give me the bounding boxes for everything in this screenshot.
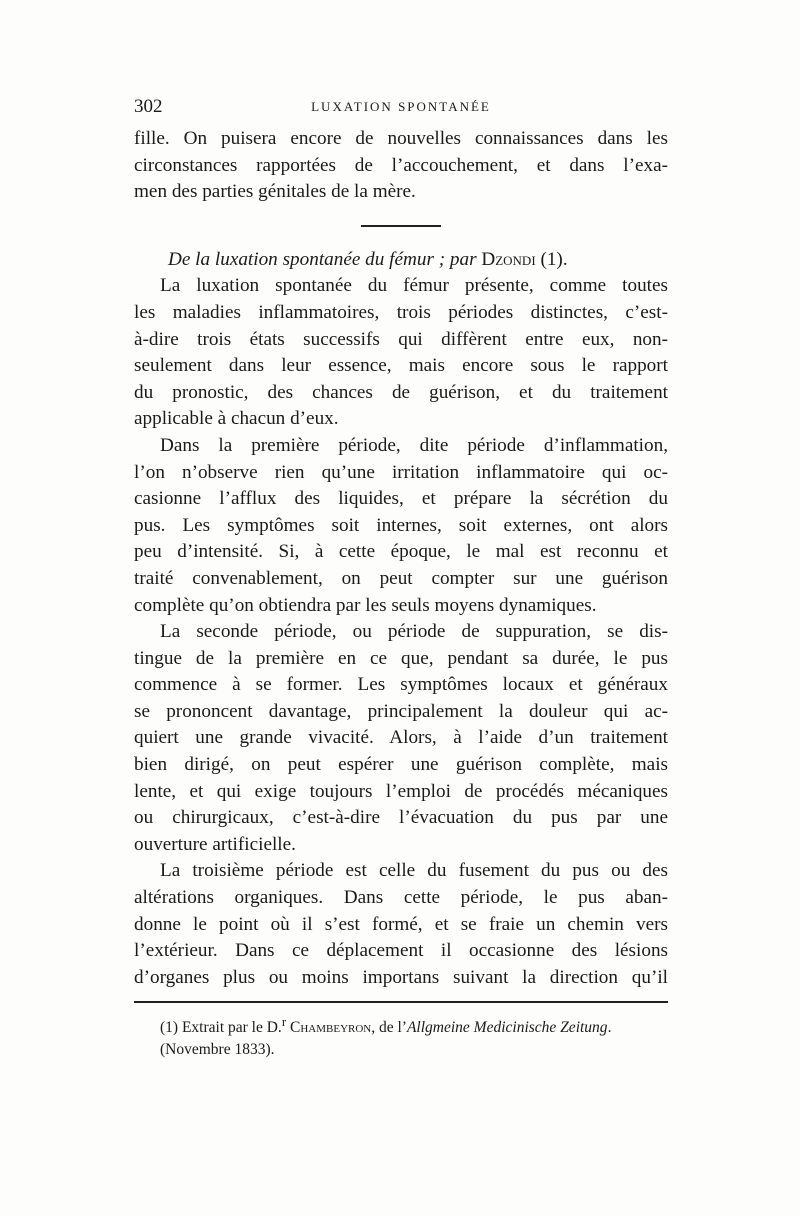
text-line: peu d’intensité. Si, à cette époque, le mal est reconnu et — [134, 541, 668, 563]
paragraph-3 — [134, 619, 668, 858]
text-line: men des parties génitales de la mère. — [134, 181, 416, 203]
text-line: se prononcent davantage, principalement la douleur qui ac- — [134, 700, 668, 722]
text-line: l’extérieur. Dans ce déplacement il occasionne des lésions — [134, 940, 668, 962]
text-line: ouverture artificielle. — [134, 833, 296, 855]
text-line: seulement dans leur essence, mais encore sous le rapport — [134, 355, 668, 377]
footnote-journal: Allgmeine Medicinische Zeitung — [406, 1019, 608, 1037]
text-line: La troisième période est celle du fusement du pus ou des — [160, 860, 668, 882]
paragraph-4 — [134, 858, 668, 991]
text-line: complète qu’on obtiendra par les seuls moyens dynamiques. — [134, 594, 597, 616]
running-head — [134, 96, 668, 118]
article-by: par — [449, 248, 477, 270]
text-line: donne le point où il s’est formé, et se fraie un chemin vers — [134, 913, 668, 935]
paragraph-1 — [134, 273, 668, 433]
footnote-connector: , de l’ — [371, 1019, 407, 1037]
text-line: d’organes plus ou moins importans suivant la direction qu’il — [134, 966, 668, 988]
text-line: fille. On puisera encore de nouvelles connaissances dans les — [134, 128, 668, 149]
text-line: traité convenablement, on peut compter sur une guérison — [134, 567, 668, 589]
article-author: Dzondi — [481, 248, 536, 270]
text-line: La seconde période, ou période de suppuration, se dis- — [160, 621, 668, 643]
text-line: commence à se former. Les symptômes locaux et généraux — [134, 674, 668, 696]
text-line: Dans la première période, dite période d’inflammation, — [160, 434, 668, 456]
footnote-name: Chambeyron — [290, 1019, 372, 1037]
section-divider — [361, 225, 441, 227]
footnote-line — [134, 1011, 668, 1061]
text-line: ou chirurgicaux, c’est-à-dire l’évacuation du pus par une — [134, 807, 668, 829]
text-line: casionne l’afflux des liquides, et prépare la sécrétion du — [134, 488, 668, 510]
footnote-date: . (Novembre 1833). — [160, 1019, 612, 1059]
text-line: les maladies inflammatoires, trois périodes distinctes, c’est- — [134, 301, 668, 323]
footnote-reference: (1). — [540, 248, 568, 270]
text-line: circonstances rapportées de l’accouchement, et dans l’exa- — [134, 154, 668, 176]
article-heading — [134, 247, 668, 274]
footnote — [134, 1011, 668, 1061]
text-line: lente, et qui exige toujours l’emploi de procédés mécaniques — [134, 780, 668, 802]
text-line: bien dirigé, on peut espérer une guérison complète, mais — [134, 754, 668, 776]
text-line: La luxation spontanée du fémur présente, comme toutes — [160, 275, 668, 297]
text-line: altérations organiques. Dans cette période, le pus aban- — [134, 887, 668, 909]
text-line: quiert une grande vivacité. Alors, à l’aide d’un traitement — [134, 727, 668, 749]
text-line: tingue de la première en ce que, pendant sa durée, le pus — [134, 647, 668, 669]
footnote-superscript: r — [281, 1014, 287, 1029]
continuation-paragraph — [134, 126, 668, 206]
text-line: du pronostic, des chances de guérison, et du traitement — [134, 381, 668, 403]
text-line: l’on n’observe rien qu’une irritation inflammatoire qui oc- — [134, 461, 668, 483]
footnote-text: Extrait par le D. — [181, 1019, 282, 1037]
text-line: pus. Les symptômes soit internes, soit externes, ont alors — [134, 514, 668, 536]
article-title: De la luxation spontanée du fémur ; — [168, 248, 446, 270]
paragraph-2 — [134, 433, 668, 619]
footnote-marker: (1) — [160, 1019, 179, 1037]
text-line: applicable à chacun d’eux. — [134, 408, 339, 430]
running-title: LUXATION SPONTANÉE — [311, 99, 491, 114]
page-number: 302 — [134, 96, 163, 117]
footnote-divider — [134, 1001, 668, 1003]
text-line: à-dire trois états successifs qui diffèrent entre eux, non- — [134, 328, 668, 350]
body-text — [134, 126, 668, 991]
